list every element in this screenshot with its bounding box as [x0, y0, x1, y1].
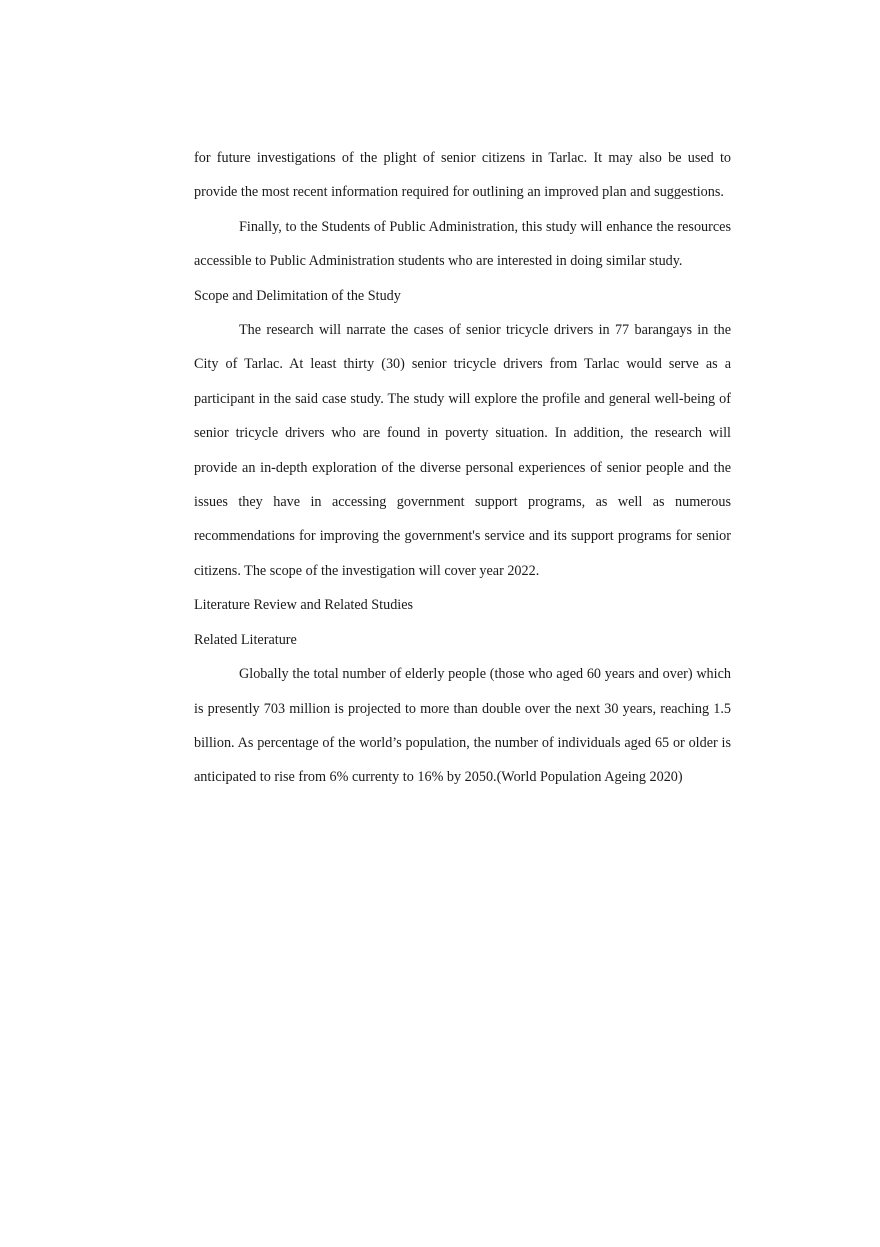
heading-literature-review: Literature Review and Related Studies [194, 597, 414, 614]
paragraph-students-public-administration: Finally, to the Students of Public Administration, this study will enhance the resources accessible to Public Administration students who are interested in doing similar study. [194, 218, 731, 270]
heading-related-literature: Related Literature [194, 631, 297, 648]
paragraph-global-elderly-population: Globally the total number of elderly people (those who aged 60 years and over) which is presently 703 million is projected to more than double over the next 30 years, reaching 1.5 billion. As percentage of the world’s population, the number of individuals aged 65 or older is anticipated to rise from 6% currenty to 16% by 2050.(World Population Ageing 2020) [194, 666, 731, 786]
heading-scope-and-delimitation: Scope and Delimitation of the Study [194, 287, 401, 304]
document-body [194, 141, 731, 795]
paragraph-scope: The research will narrate the cases of senior tricycle drivers in 77 barangays in the City of Tarlac. At least thirty (30) senior tricycle drivers from Tarlac would serve as a participant in the said case study. The study will explore the profile and general well-being of senior tricycle drivers who are found in poverty situation. In addition, the research will provide an in-depth exploration of the diverse personal experiences of senior people and the issues they have in accessing government support programs, as well as numerous recommendations for improving the government's service and its support programs for senior citizens. The scope of the investigation will cover year 2022. [194, 322, 731, 579]
paragraph-significance-continued: for future investigations of the plight of senior citizens in Tarlac. It may also be used to provide the most recent information required for outlining an improved plan and suggestions. [194, 150, 731, 201]
